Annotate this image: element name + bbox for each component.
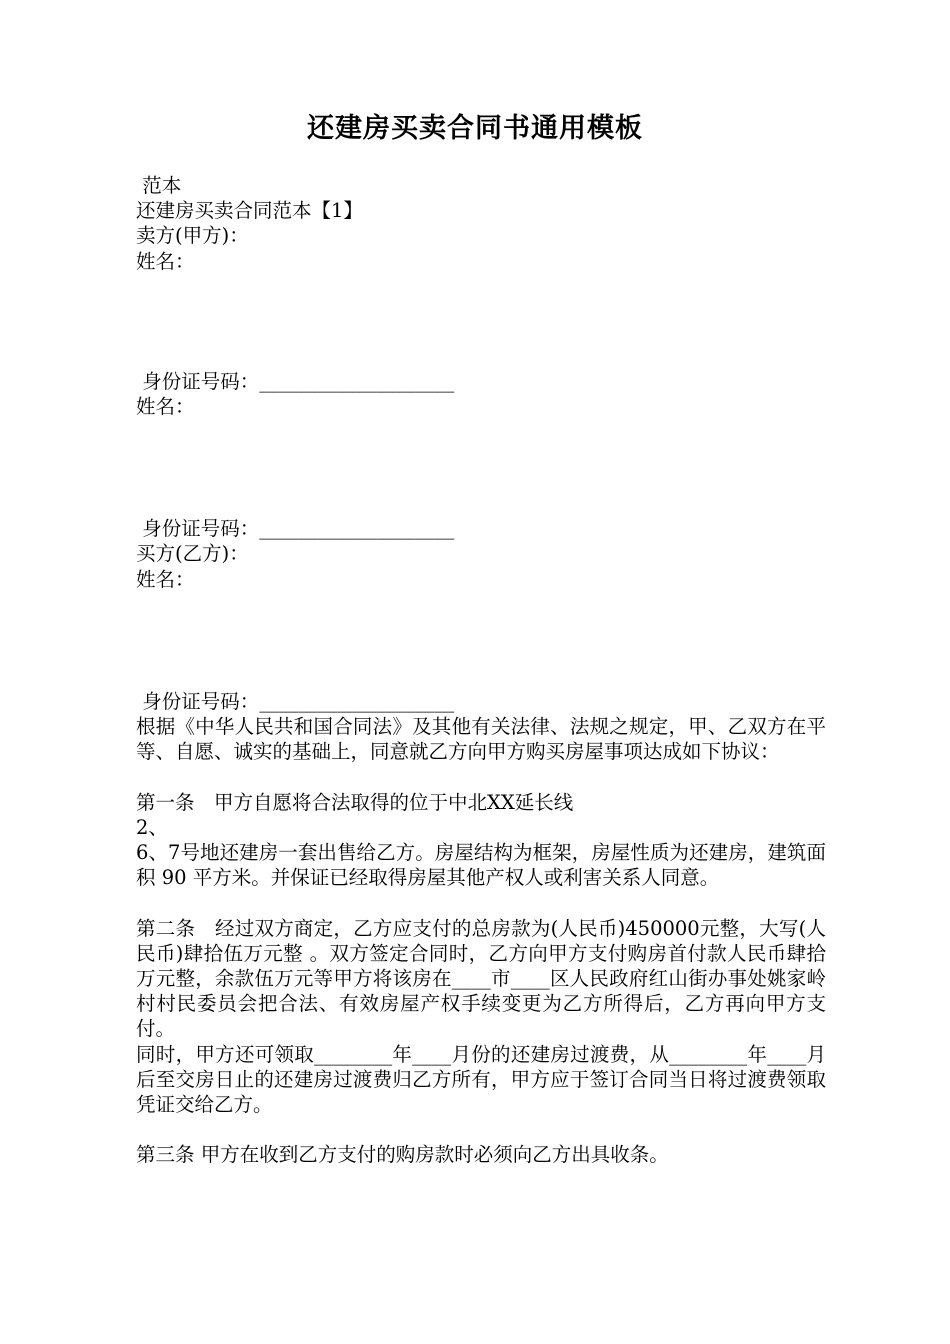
id-number-line: 身份证号码：____________________	[136, 517, 455, 541]
preamble-paragraph: 根据《中华人民共和国合同法》及其他有关法律、法规之规定，甲、乙双方在平等、自愿、诚实的基础上，同意就乙方向甲方购买房屋事项达成如下协议：	[136, 715, 826, 764]
blank-space	[136, 419, 826, 516]
blank-space	[136, 890, 826, 915]
buyer-heading: 买方(乙方)：	[136, 542, 249, 566]
blank-space	[136, 764, 826, 789]
seller-heading: 卖方(甲方)：	[136, 224, 249, 248]
text-line: 2、	[136, 815, 168, 839]
text-line: 还建房买卖合同范本【1】	[136, 199, 363, 223]
id-number-line: 身份证号码：____________________	[136, 689, 455, 713]
article-1-continuation: 6、7号地还建房一套出售给乙方。房屋结构为框架，房屋性质为还建房，建筑面积 90 平方米。并保证已经取得房屋其他产权人或利害关系人同意。	[136, 841, 826, 890]
name-label: 姓名：	[136, 249, 195, 273]
blank-space	[136, 1117, 826, 1142]
document-title: 还建房买卖合同书通用模板	[307, 113, 643, 144]
article-1-paragraph: 第一条 甲方自愿将合法取得的位于中北XX延长线	[136, 790, 574, 814]
article-2-continuation: 同时，甲方还可领取________年____月份的还建房过渡费，从________年____月后至交房日止的还建房过渡费归乙方所有，甲方应于签订合同当日将过渡费领取凭证交给乙方。	[136, 1042, 826, 1117]
document-body	[136, 173, 826, 1168]
id-number-line: 身份证号码：____________________	[136, 369, 455, 393]
blank-space	[136, 592, 826, 689]
name-label: 姓名：	[136, 567, 195, 591]
name-label: 姓名：	[136, 395, 195, 419]
article-2-paragraph: 第二条 经过双方商定，乙方应支付的总房款为(人民币)450000元整，大写(人民币)肆拾伍万元整 。双方签定合同时，乙方向甲方支付购房首付款人民币肆拾万元整，余款伍万元等甲方将该房在____市____区人民政府红山街办事处姚家岭村村民委员会把合法、有效房屋产权手续变更为乙方所得后，乙方再向甲方支付。	[136, 916, 826, 1041]
text-line: 范本	[136, 174, 182, 197]
article-3-paragraph: 第三条 甲方在收到乙方支付的购房款时必须向乙方出具收条。	[136, 1143, 669, 1167]
blank-space	[136, 274, 826, 369]
